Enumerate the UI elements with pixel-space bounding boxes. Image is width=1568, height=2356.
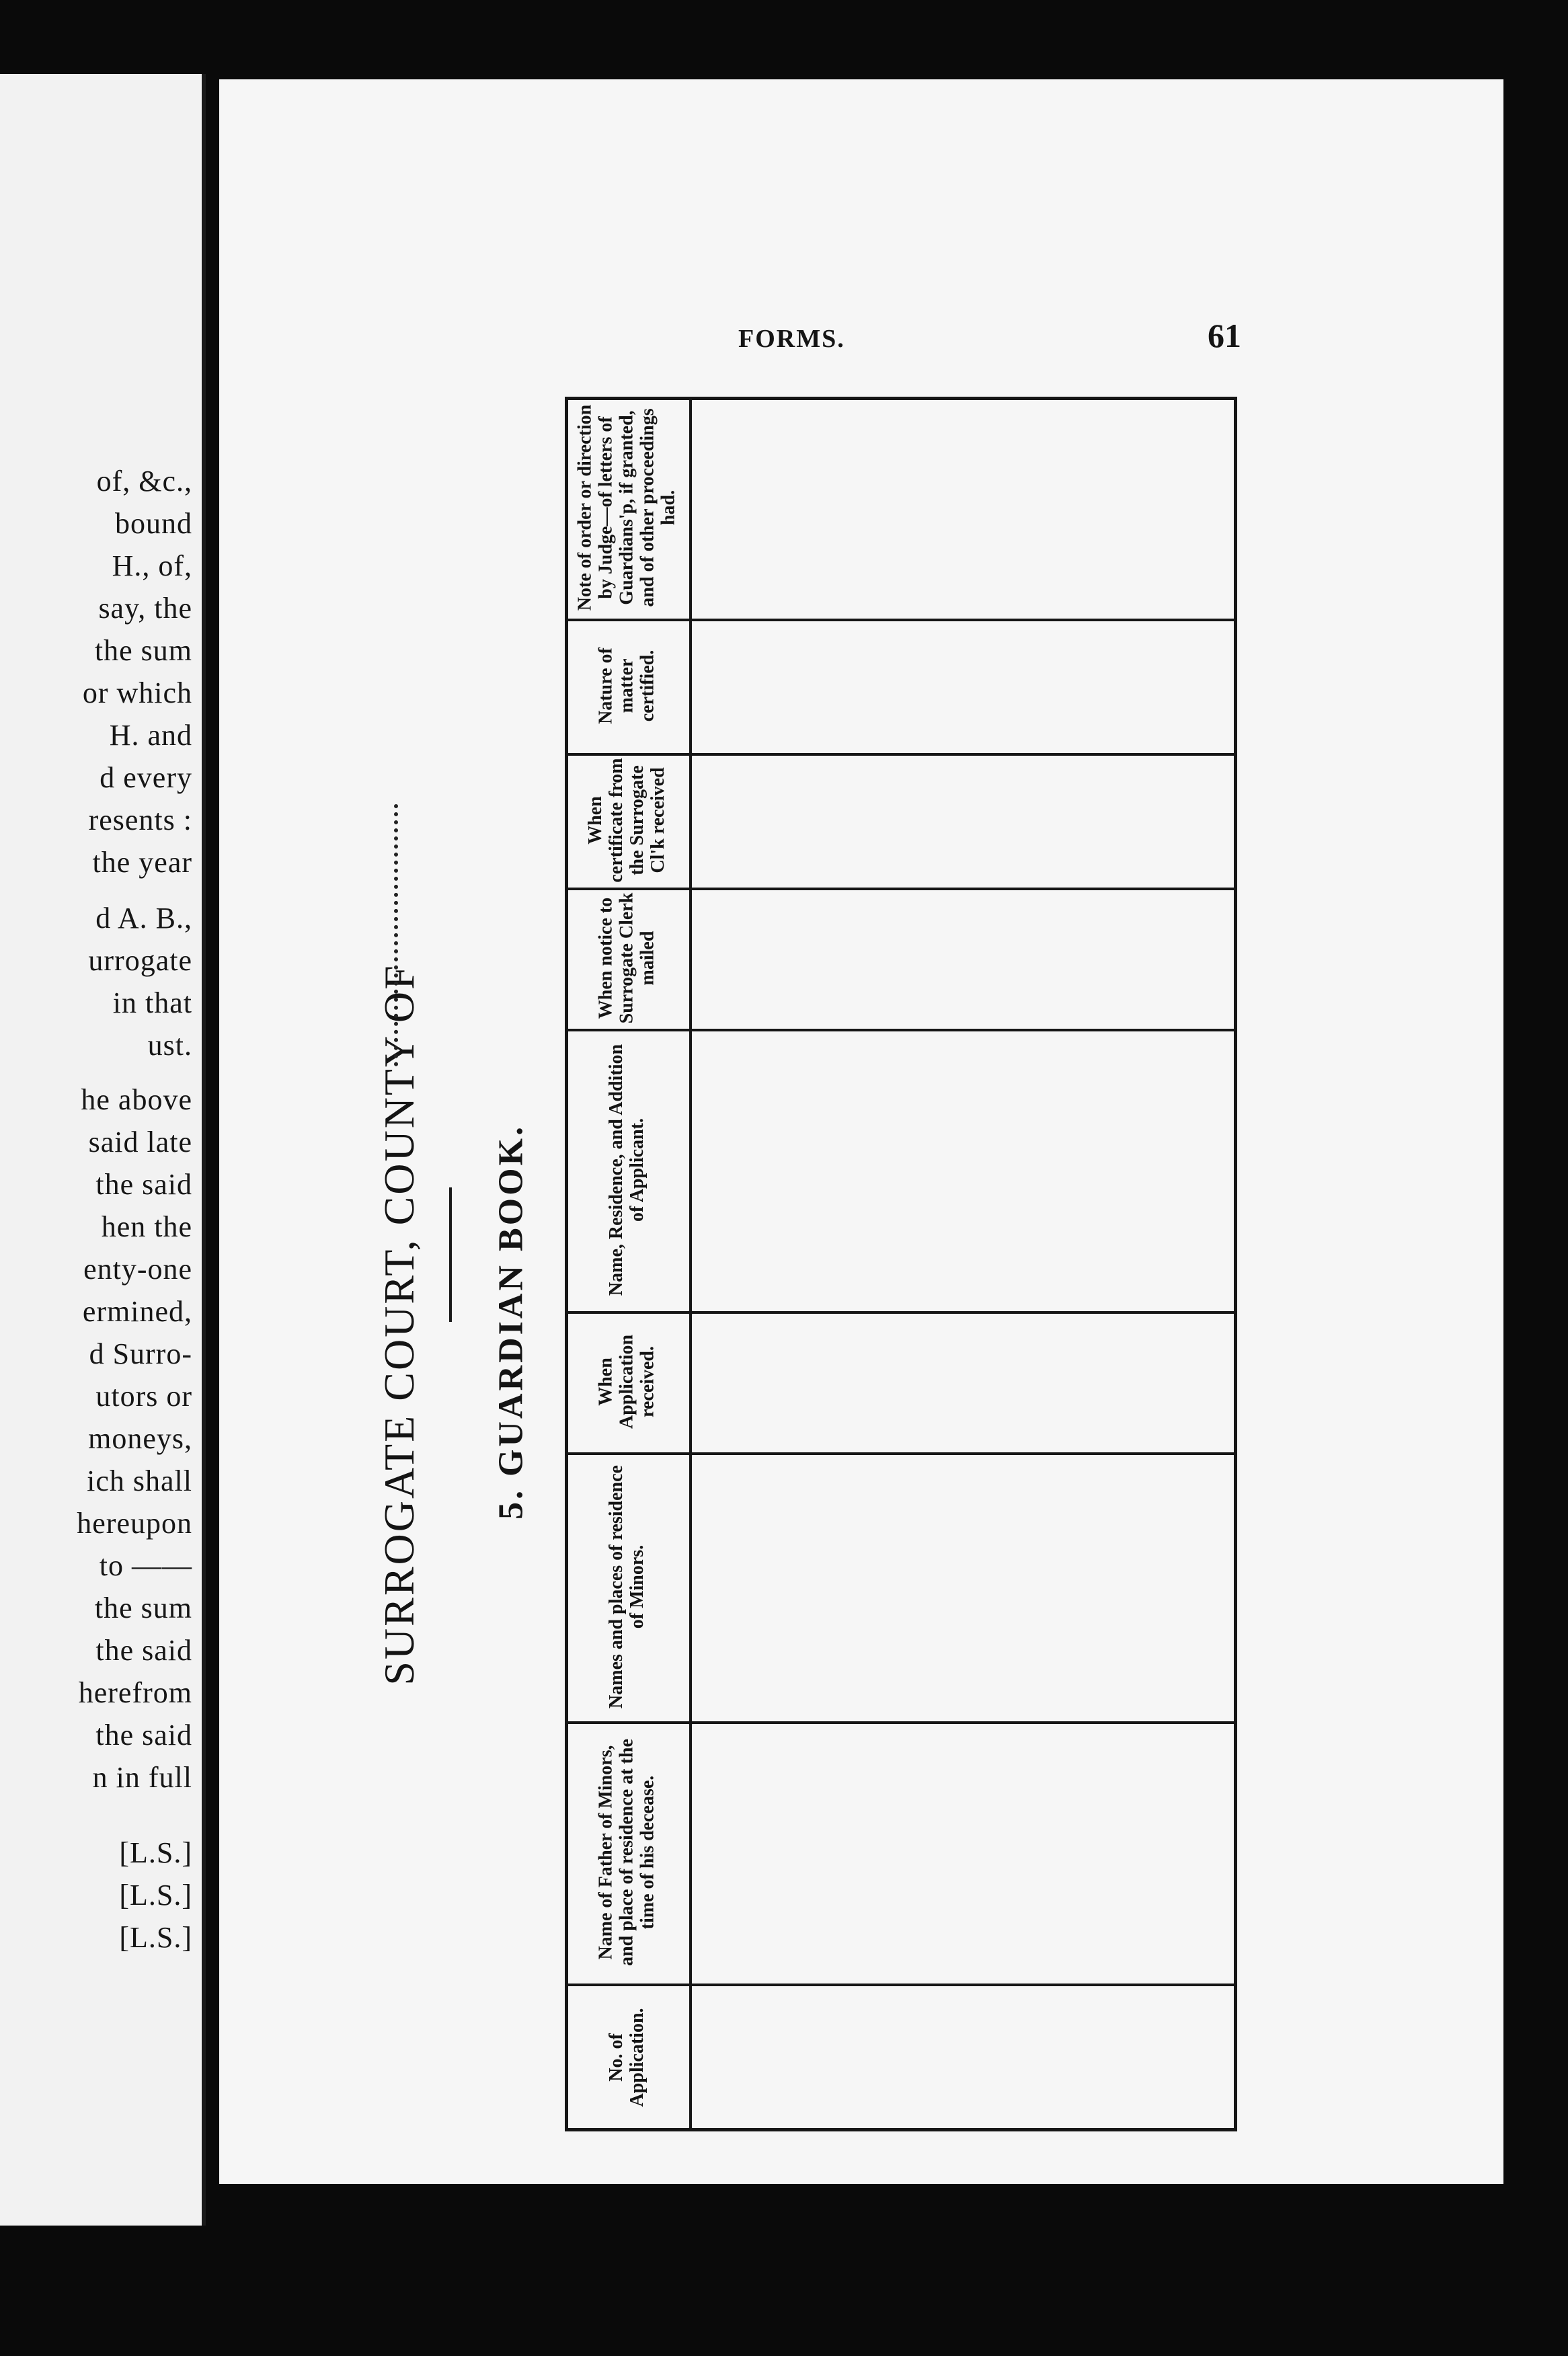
left-text-line: hereupon	[77, 1507, 192, 1540]
ls-mark: [L.S.]	[119, 1921, 192, 1954]
column-header-father: Name of Father of Minors, and place of residence at the time of his decease.	[595, 1739, 658, 1966]
left-text-line: hen the	[101, 1210, 192, 1243]
column-header-application-number: No. of Application.	[606, 2008, 648, 2107]
title-rule	[449, 1187, 452, 1322]
left-text-line: ust.	[147, 1029, 192, 1062]
county-blank-line	[394, 804, 398, 1066]
left-text-line: n in full	[92, 1761, 192, 1794]
table-row-minors	[565, 1452, 1237, 1724]
left-text-line: d A. B.,	[95, 902, 192, 935]
table-row-applicant	[565, 1029, 1237, 1314]
left-text-line: the sum	[94, 634, 192, 667]
left-text-line: enty-one	[83, 1253, 192, 1286]
table-row-application-received	[565, 1311, 1237, 1455]
column-header-minors: Names and places of residence of Minors.	[606, 1465, 648, 1709]
left-text-line: to ——	[99, 1549, 192, 1582]
left-text-line: H., of,	[112, 549, 192, 582]
column-header-application-received: When Application received.	[595, 1334, 658, 1429]
left-text-line: say, the	[98, 592, 192, 625]
left-page	[0, 74, 206, 2226]
court-title: SURROGATE COURT, COUNTY OF	[375, 964, 423, 1686]
table-row-father	[565, 1721, 1237, 1986]
table-row-application-number	[565, 1984, 1237, 2131]
left-text-line: urrogate	[88, 944, 192, 977]
table-row-proceedings	[565, 397, 1237, 621]
ls-mark: [L.S.]	[119, 1879, 192, 1912]
left-text-line: he above	[81, 1083, 192, 1116]
guardian-book-table	[565, 397, 1237, 2131]
column-header-certificate-received: When certificate from the Surrogate Cl'k received	[585, 758, 668, 883]
left-text-line: ich shall	[87, 1464, 192, 1497]
left-text-line: or which	[82, 676, 192, 709]
column-header-nature-certified: Nature of matter certified.	[595, 647, 658, 724]
form-title: 5. GUARDIAN BOOK.	[492, 1124, 531, 1520]
left-text-line: moneys,	[88, 1422, 192, 1455]
column-header-notice-mailed: When notice to Surrogate Clerk mailed	[595, 892, 658, 1024]
table-row-certificate-received	[565, 753, 1237, 890]
left-text-line: said late	[88, 1126, 192, 1159]
left-text-line: resents :	[88, 803, 192, 836]
left-text-line: the said	[95, 1168, 192, 1201]
left-text-line: d Surro-	[89, 1337, 192, 1370]
page-number: 61	[1208, 317, 1241, 354]
left-text-line: utors or	[95, 1380, 192, 1413]
left-text-line: d every	[100, 761, 192, 794]
left-text-line: in that	[112, 986, 192, 1019]
left-text-line: the said	[95, 1719, 192, 1752]
column-header-applicant: Name, Residence, and Addition of Applicant.	[606, 1044, 648, 1296]
left-text-line: the year	[92, 846, 192, 879]
page-header: FORMS.	[738, 325, 845, 353]
left-text-line: herefrom	[78, 1676, 192, 1709]
table-row-notice-mailed	[565, 888, 1237, 1031]
table-row-nature-certified	[565, 619, 1237, 756]
left-text-line: of, &c.,	[96, 465, 192, 498]
ls-mark: [L.S.]	[119, 1836, 192, 1869]
left-text-line: bound	[115, 507, 192, 540]
left-text-line: the said	[95, 1634, 192, 1667]
left-text-line: the sum	[94, 1592, 192, 1624]
left-text-line: ermined,	[82, 1295, 192, 1328]
column-header-proceedings: Note of order or direction by Judge—of letters of Guardians'p, if granted, and of other proceedings had.	[574, 404, 679, 611]
left-text-line: H. and	[109, 719, 192, 752]
